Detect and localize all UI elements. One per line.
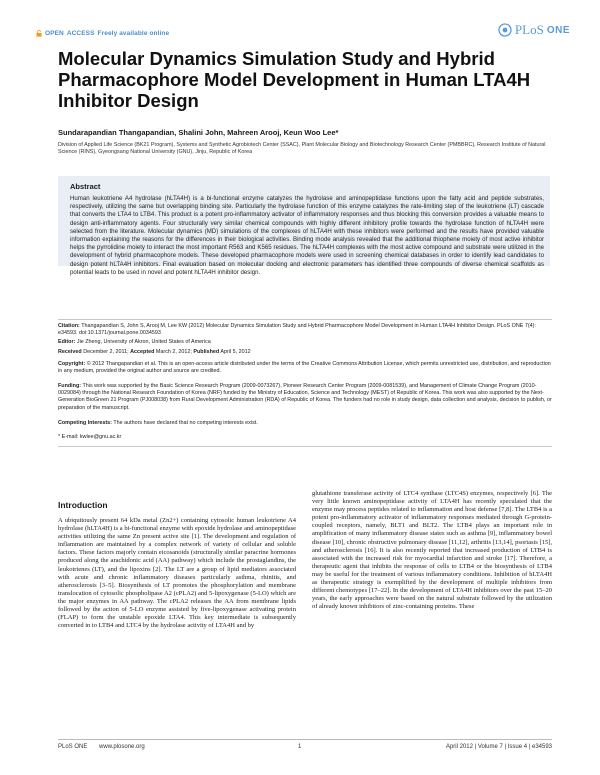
dates (58, 349, 552, 356)
accepted-date: March 2, 2012; (155, 349, 192, 355)
email (58, 434, 552, 441)
affiliation: Division of Applied Life Science (BK21 Program), Systems and Synthetic Agrobiotech Center (SSAC), Plant Molecular Biology and Biotechnology Research Center (PMBBRC), Research Institute of Natural Science (RINS), Gyeongsang National University (GNU), Jinju, Republic of Korea (58, 142, 546, 156)
copyright-text: © 2012 Thangapandian et al. This is an open-access article distributed under the terms of the Creative Commons Attribution License, which permits unrestricted use, distribution, and reproduction in any medium, provided the original author and source are credited. (58, 361, 551, 375)
competing-text: The authors have declared that no competing interests exist. (113, 420, 258, 426)
journal-logo-text: PLoS (514, 22, 544, 37)
journal-logo (498, 22, 570, 38)
access-label: ACCESS (66, 30, 95, 37)
citation-label: Citation: (58, 323, 80, 329)
journal-logo-one: ONE (546, 24, 570, 36)
footer-journal (58, 744, 145, 750)
received-date: December 2, 2011; (83, 349, 129, 355)
freely-available-label: Freely available online (97, 30, 170, 37)
competing-interests (58, 420, 552, 427)
footer-divider (58, 739, 552, 740)
editor (58, 339, 552, 346)
open-label: OPEN (45, 30, 64, 37)
footer-issue: April 2012 | Volume 7 | Issue 4 | e34593 (445, 744, 552, 750)
citation (58, 323, 552, 337)
article-title: Molecular Dynamics Simulation Study and Hybrid Pharmacophore Model Development in Human LTA4H Inhibitor Design (58, 48, 531, 111)
received-label: Received (58, 349, 82, 355)
body-column-left: A ubiquitously present 64 kDa metal (Zn2+) containing cytosolic human leukotriene A4 hydrolase (hLTA4H) is a bi-functional enzyme with epoxide hydrolase and aminopeptidase activities utilizing the same Zn present active site [1]. The development and regulation of inflammation are maintained by a complex network of variety of cellular and soluble factors. These factors majorly contain eicosanoids (structurally similar paracrine hormones produced along the arachidonic acid (AA) pathway) which include the prostaglandins, the leukotrienes (LT), and the lipoxins [2]. The LT are a group of lipid mediators associated with acute and chronic inflammatory diseases particularly asthma, rhinitis, and atherosclerosis [3–5]. Biosynthesis of LT promotes the phosphorylation and membrane translocation of cytosolic phospholipase A2 (cPLA2) and 5-lipoxygenase (5-LO) which are the major enzymes in AA pathway. The cPLA2 releases the AA from membrane lipids followed by the action of 5-LO enzyme assisted by five-lipoxygenase activating protein (FLAP) to form the unstable epoxide LTA4. This key intermediate is subsequently converted in to LTB4 and LTC4 by the hydrolase activity of LTA4H and by (58, 517, 296, 630)
footer-page-number: 1 (298, 744, 302, 750)
abstract-text: Human leukotriene A4 hydrolase (hLTA4H) is a bi-functional enzyme catalyzes the hydrolase and aminopeptidase functions upon the fatty acid and peptide substrates, respectively, utilizing the same but overlapping binding site. Particularly the hydrolase function of this enzyme catalyzes the rate-limiting step of the leukotriene (LT) cascade that converts the LTA4 to LTB4. This product is a potent pro-inflammatory activator of inflammatory responses and thus blocking this conversion provides a valuable means to design anti-inflammatory agents. Four structurally very similar chemical compounds with highly different inhibitory profile towards the hydrolase function of hLTA4H were selected from the literature. Molecular dynamics (MD) simulations of the complexes of hLTA4H with these inhibitors were performed and the results have provided valuable information explaining the reasons for the differences in their biological activities. Binding mode analysis revealed that the additional thiophene moiety of most active inhibitor helps the pyrrolidine moiety to interact the most important R563 and K565 residues. The hLTA4H complexes with the most active compound and substrate were utilized in the development of hybrid pharmacophore models. These developed pharmacophore models were used in screening chemical databases in order to identify lead candidates to design potent hLTA4H inhibitors. Final evaluation based on molecular docking and electronic parameters has identified three compounds of diverse chemical scaffolds as potential leads to be used in novel and potent hLTA4H inhibitor design. (70, 195, 544, 276)
footer-journal-name: PLoS ONE (58, 744, 88, 750)
copyright (58, 361, 552, 375)
author-list: Sundarapandian Thangapandian, Shalini John, Mahreen Arooj, Keun Woo Lee* (58, 128, 339, 137)
published-label: Published (193, 349, 220, 355)
accepted-label: Accepted (130, 349, 155, 355)
funding-label: Funding: (58, 383, 82, 389)
editor-text: Jie Zheng, University of Akron, United States of America (76, 339, 211, 345)
open-access-banner (36, 30, 169, 37)
meta-divider-bottom (58, 446, 552, 447)
open-access-lock-icon (36, 30, 42, 37)
email-text: * E-mail: kwlee@gnu.ac.kr (58, 434, 122, 440)
published-date: April 5, 2012 (220, 349, 251, 355)
editor-label: Editor: (58, 339, 76, 345)
introduction-heading: Introduction (58, 500, 108, 510)
abstract-heading: Abstract (70, 182, 101, 191)
funding (58, 383, 552, 412)
funding-text: This work was supported by the Basic Science Research Program (2009-0073267), Pioneer Research Center Program (2009-0081539), and Management of Climate Change Program (2010-0029084) through the National Research Foundation of Korea (NRF) funded by the Ministry of Education, Science and Technology (MEST) of Republic of Korea. This work was also supported by the Next-Generation BioGreen 21 Program (PJ008038) from Rural Development Administration (RDA) of Republic of Korea. The funders had no role in study design, data collection and analysis, decision to publish, or preparation of the manuscript. (58, 383, 552, 411)
meta-divider (58, 319, 552, 320)
footer-site: www.plosone.org (99, 744, 145, 750)
citation-text: Thangapandian S, John S, Arooj M, Lee KW (2012) Molecular Dynamics Simulation Study and Hybrid Pharmacophore Model Development in Human LTA4H Inhibitor Design. PLoS ONE 7(4): e34593. doi:10.1371/journal.pone.0034593 (58, 323, 536, 337)
body-column-right: glutathione transferase activity of LTC4 synthase (LTC4S) enzymes, respectively [6]. The very little known aminopeptidase activity of LTA4H has recently speculated that the enzyme may process peptides related to inflammation and host defense [7,8]. The LTB4 is a potent pro-inflammatory activator of inflammatory responses mediated through G-protein-coupled receptors, namely, BLT1 and BLT2. The LTB4 plays an important role in amplification of many inflammatory disease states such as asthma [9], inflammatory bowel disease [10], chronic obstructive pulmonary disease [11,12], arthritis [13,14], psoriasis [15], and atherosclerosis [16]. It is also recently reported that increased production of LTB4 is associated with the increased risk for myocardial infarction and stroke [17]. Therefore, a therapeutic agent that inhibits the response of cells to LTB4 or the biosynthesis of LTB4 may be useful for the treatment of various inflammatory conditions. Inhibition of hLTA4H as therapeutic strategy is exemplified by the development of multiple inhibitors from different chemotypes [17–22]. In the development of LTA4H inhibitors over the past 15–20 years, the early approaches were based on the natural substrate followed by the utilization of already known inhibitors of zinc-containing proteins. These (312, 490, 552, 611)
competing-label: Competing Interests: (58, 420, 112, 426)
plos-logo-icon (498, 23, 512, 37)
copyright-label: Copyright: (58, 361, 86, 367)
